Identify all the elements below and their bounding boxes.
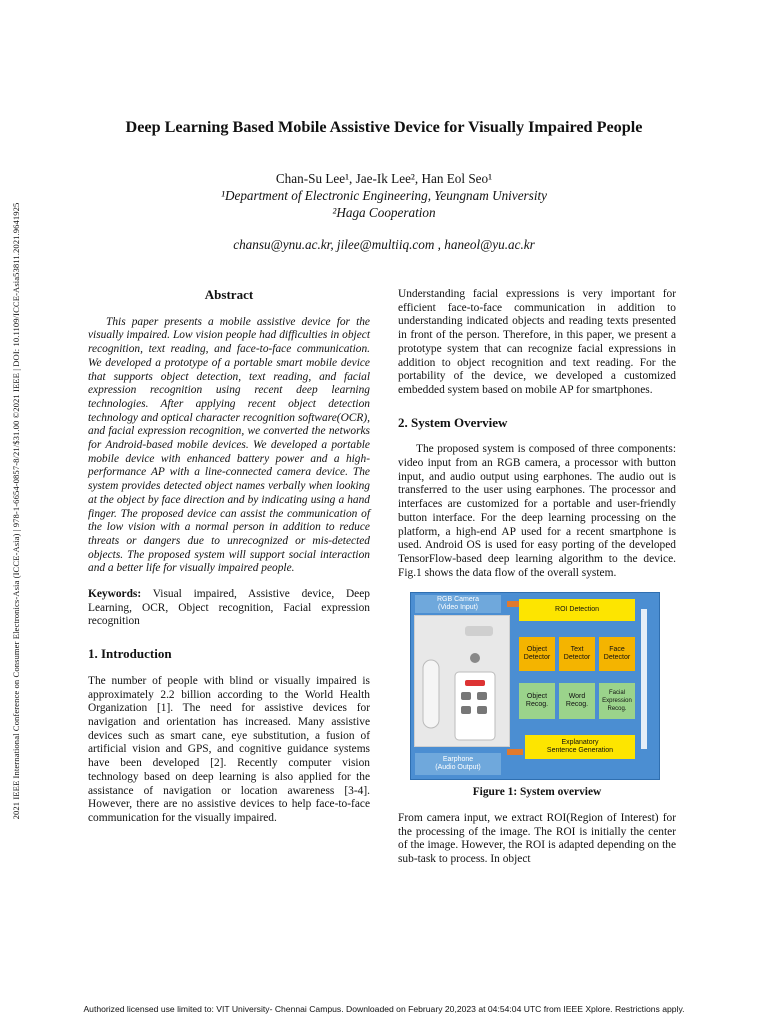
author-names: Chan-Su Lee¹, Jae-Ik Lee², Han Eol Seo¹ (275, 171, 493, 186)
arrow-camera-to-roi (507, 601, 519, 607)
keywords (88, 588, 370, 629)
arrow-to-earphone (507, 749, 523, 755)
face-detector-box: Face Detector (599, 637, 635, 671)
word-recog-box: Word Recog. (559, 683, 595, 719)
abstract-heading: Abstract (204, 287, 254, 302)
intro-heading: 1. Introduction (88, 646, 172, 662)
paper-title: Deep Learning Based Mobile Assistive Device for Visually Impaired People (125, 118, 643, 136)
affiliation-2: ²Haga Cooperation (332, 205, 436, 220)
intro-body: The number of people with blind or visually impaired is approximately 2.2 billion according to the World Health Organization [1]. The need for assistive devices for navigation and orientation has increased. Many assistive devices such as smart cane, eye substitution, a fusion of artificial vision and GPS, and cognitive guidance systems have been developed [2]. Recently computer vision technology based on deep learning is also applied for the assistance of navigation or location awareness [3-4]. However, there are no assistive devices to help face-to-face communication for the visually impaired. (88, 674, 370, 824)
roi-detection-box: ROI Detection (519, 599, 635, 621)
device-photo (414, 615, 510, 747)
keywords-text: Visual impaired, Assistive device, Deep Learning, OCR, Object recognition, Facial expression recognition (88, 588, 370, 628)
affiliation-1: ¹Department of Electronic Engineering, Yeungnam University (220, 188, 547, 203)
device-illustration (415, 616, 509, 746)
side-note-text: 2021 IEEE International Conference on Consumer Electronics-Asia (ICCE-Asia) | 978-1-6654-0857-8/21/$31.00 ©2021 IEEE | DOI: 10.1109/ICCE-Asia53811.2021.9641925 (11, 202, 21, 820)
intro-continued: Understanding facial expressions is very important for efficient face-to-face communication in addition to understanding indicated objects and reading texts presented in front of the person. Therefore, in this paper, we present a prototype system that can recognize facial expressions in addition to object recognition and text reading. For the portability of the device, we developed a customized embedded system based on mobile AP for smartphones. (398, 288, 676, 396)
keywords-label: Keywords: (88, 588, 142, 601)
sentence-generation-box: Explanatory Sentence Generation (525, 735, 635, 759)
system-heading: 2. System Overview (398, 414, 508, 430)
rgb-camera-box: RGB Camera (Video Input) (415, 595, 501, 613)
side-note (10, 166, 22, 856)
after-figure-text: From camera input, we extract ROI(Region of Interest) for the processing of the image. The ROI is initially the center of the image. However, the ROI is adapted depending on the sub-task to process. In object (398, 812, 676, 866)
license-footer: Authorized licensed use limited to: VIT University- Chennai Campus. Downloaded on February 20,2023 at 04:54:04 UTC from IEEE Xplore. Restrictions apply. (83, 1004, 685, 1014)
object-recog-box: Object Recog. (519, 683, 555, 719)
figure-caption: Figure 1: System overview (472, 786, 602, 799)
system-overview-figure (410, 592, 660, 780)
left-column (88, 286, 370, 826)
text-detector-box: Text Detector (559, 637, 595, 671)
right-column (398, 288, 676, 867)
abstract-body: This paper presents a mobile assistive device for the visually impaired. Low vision people had difficulties in object recognition, text reading, and face-to-face communication. We developed a prototype of a portable smart mobile device that supports object detection, text reading, and facial expression recognition using recent deep learning technologies. After applying recent object detection technology and optical character recognition software(OCR), and facial expression recognition, we converted the networks for Android-based mobile devices. We developed a portable mobile device with enhanced battery power and a high-performance AP with a line-connected camera device. The system provides detected object names verbally when looking at the object by face direction and by indicating using a hand finger. The proposed device can assist the communication of the low vision with a normal person in addition to reduce threats or dangers due to unrecognized or mis-detected objects. The proposed system will support social interaction and a better life for visually impaired people. (88, 315, 370, 575)
author-emails: chansu@ynu.ac.kr, jilee@multiiq.com , haneol@yu.ac.kr (233, 237, 535, 252)
object-detector-box: Object Detector (519, 637, 555, 671)
earphone-box: Earphone (Audio Output) (415, 753, 501, 775)
author-block (40, 170, 728, 221)
feedback-arrow (641, 609, 647, 749)
system-body: The proposed system is composed of three components: video input from an RGB camera, a processor with button input, and audio output using earphones. The audio out is transferred to the user using earphones. The processor and interfaces are customized for a portable and user-friendly button interface. For the deep learning processing on the platform, a high-end AP used for a recent smartphone is used. Android OS is used for easy porting of the developed TensorFlow-based deep learning algorithm to the device. Fig.1 shows the data flow of the overall system. (398, 443, 676, 579)
facial-recog-box: Facial Expression Recog. (599, 683, 635, 719)
